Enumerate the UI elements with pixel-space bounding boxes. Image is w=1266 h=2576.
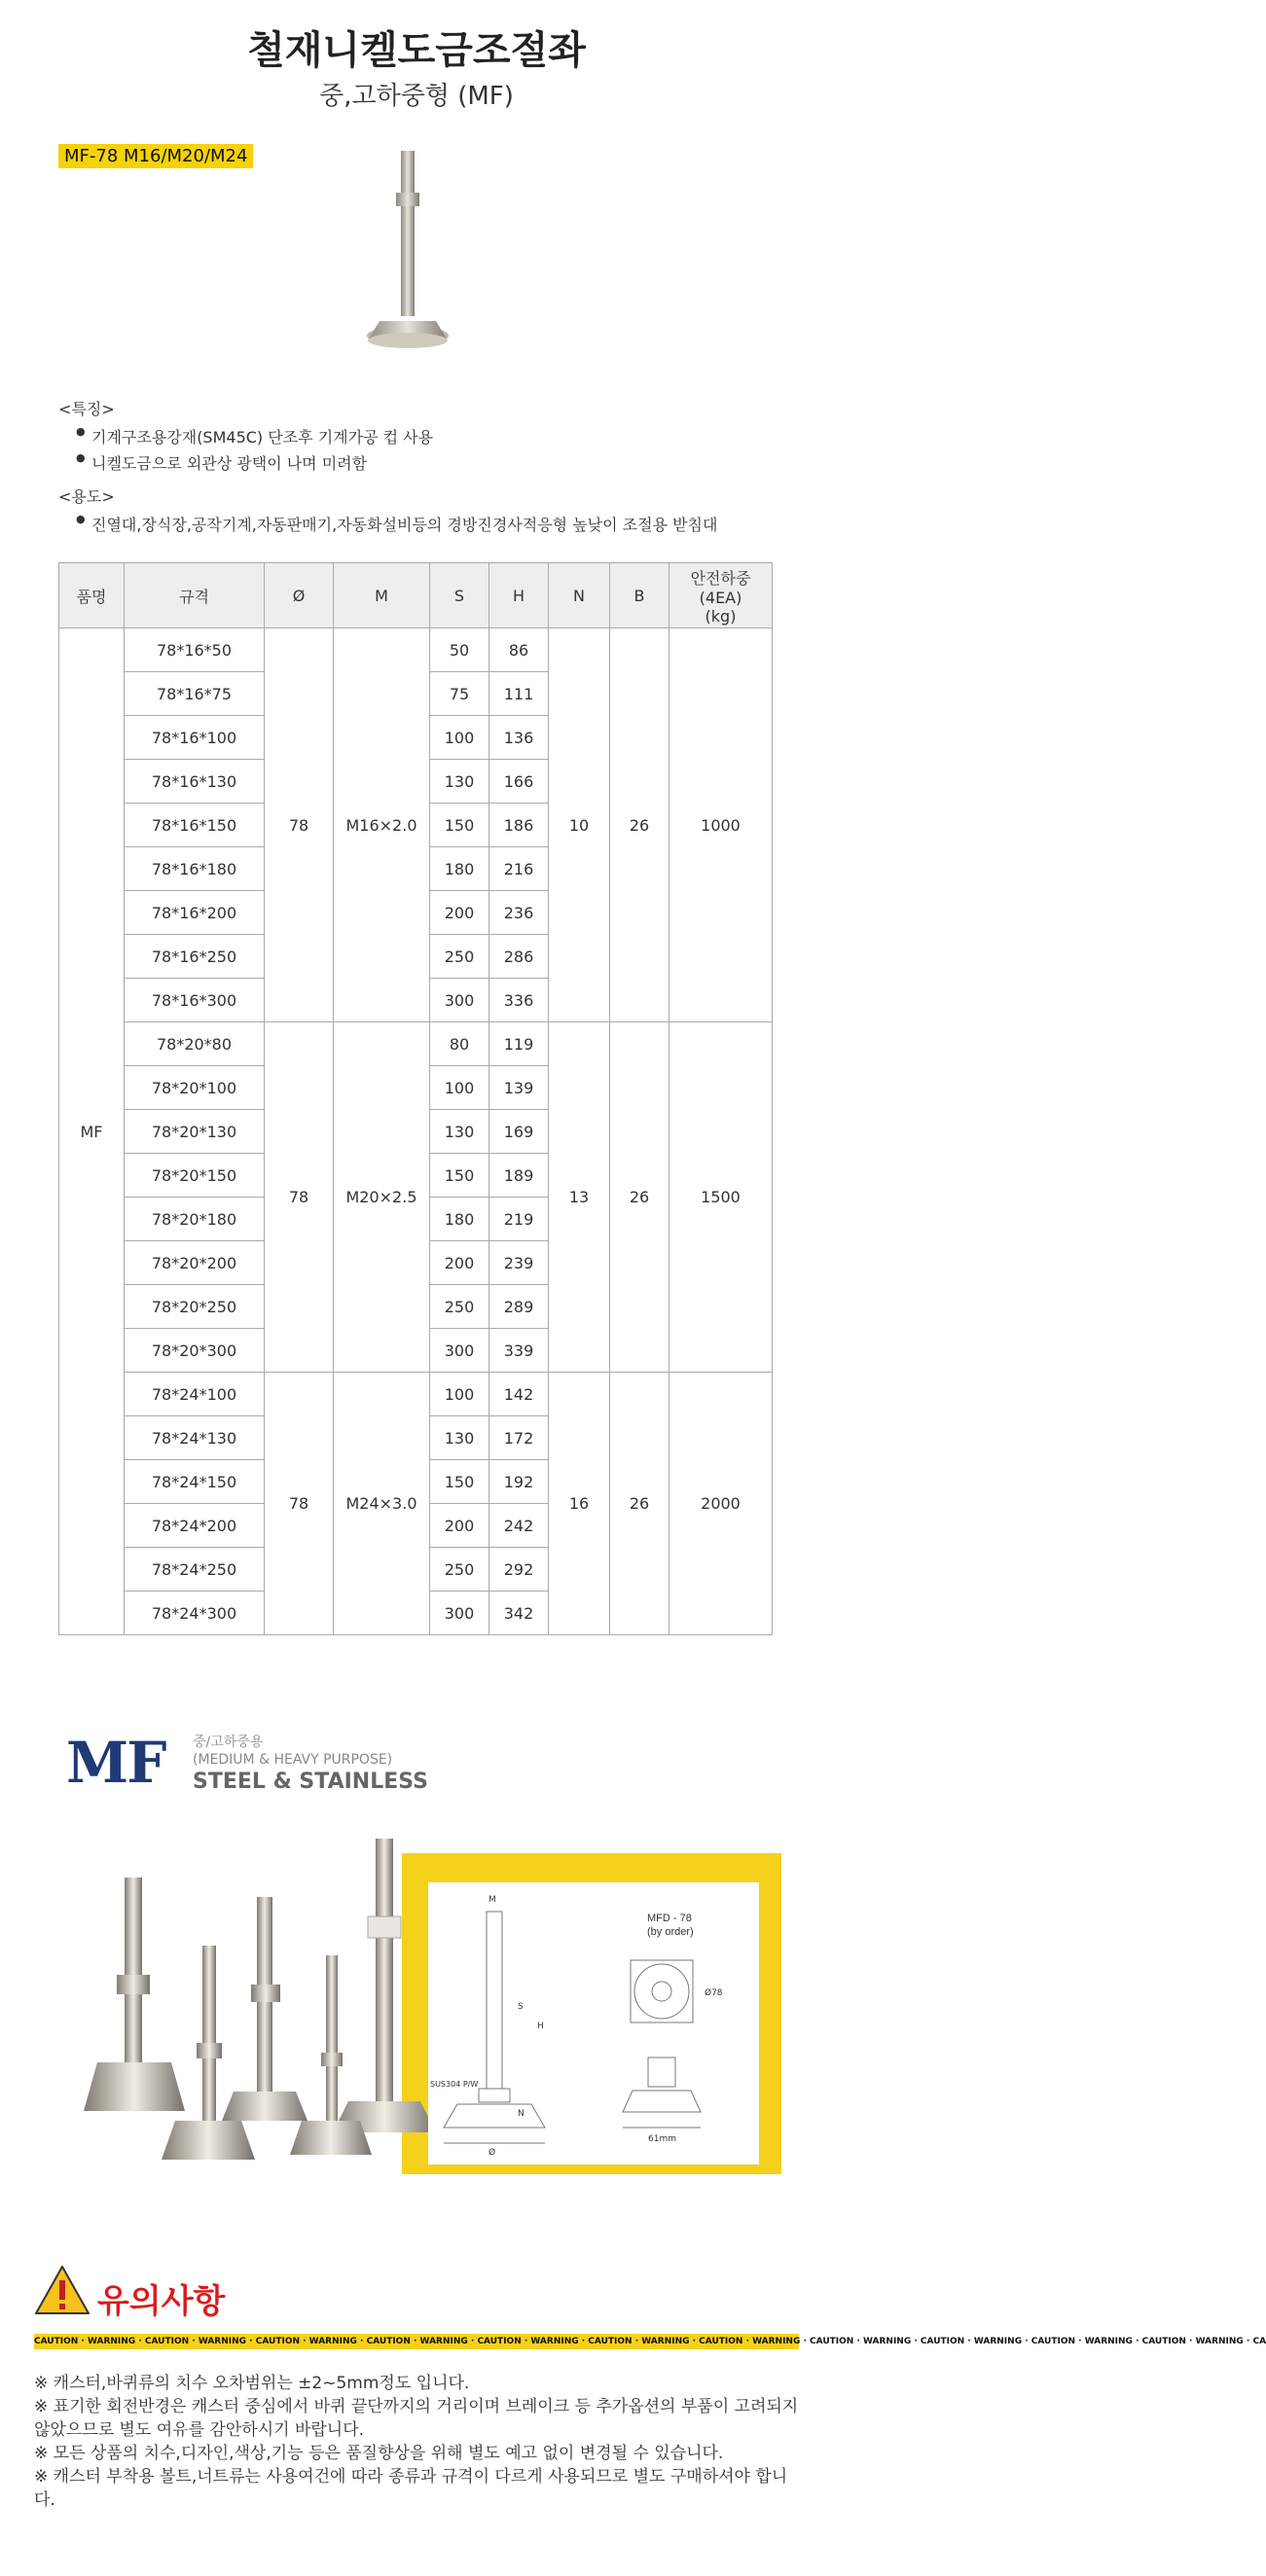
header-spec: 규격 xyxy=(125,563,265,628)
cell-s: 75 xyxy=(430,672,489,716)
cell-diameter: 78 xyxy=(265,1373,334,1635)
cell-diameter: 78 xyxy=(265,1022,334,1373)
cell-s: 300 xyxy=(430,979,489,1022)
warning-icon xyxy=(34,2265,90,2315)
usage-section xyxy=(58,484,717,539)
cell-h: 166 xyxy=(489,760,549,804)
cell-h: 219 xyxy=(489,1198,549,1241)
cell-b: 26 xyxy=(610,1373,669,1635)
spec-table xyxy=(58,562,773,1635)
cell-s: 130 xyxy=(430,1110,489,1154)
cell-spec: 78*24*200 xyxy=(125,1504,265,1548)
cell-spec: 78*16*100 xyxy=(125,716,265,760)
label-n: N xyxy=(518,2109,524,2119)
usage-heading: <용도> xyxy=(58,487,115,506)
cell-spec: 78*16*300 xyxy=(125,979,265,1022)
cell-spec: 78*24*150 xyxy=(125,1460,265,1504)
label-m: M xyxy=(488,1895,496,1905)
cell-spec: 78*24*130 xyxy=(125,1416,265,1460)
note-item: ※ 캐스터,바퀴류의 치수 오차범위는 ±2~5mm정도 입니다. xyxy=(34,2374,470,2393)
label-s: S xyxy=(518,2002,524,2012)
cell-h: 339 xyxy=(489,1329,549,1373)
cell-h: 239 xyxy=(489,1241,549,1285)
cell-h: 336 xyxy=(489,979,549,1022)
model-tag: MF-78 M16/M20/M24 xyxy=(58,144,253,168)
cell-n: 10 xyxy=(549,628,610,1022)
label-61mm: 61mm xyxy=(648,2134,676,2144)
features-section xyxy=(58,397,433,478)
brand-block xyxy=(66,1730,428,1796)
cell-spec: 78*16*180 xyxy=(125,847,265,891)
brand-logo: MF xyxy=(66,1730,165,1796)
label-sus: SUS304 P/W xyxy=(430,2080,479,2089)
cell-s: 300 xyxy=(430,1592,489,1635)
leveling-foot-photo xyxy=(350,146,467,370)
cell-s: 130 xyxy=(430,760,489,804)
cell-h: 242 xyxy=(489,1504,549,1548)
cell-h: 292 xyxy=(489,1548,549,1592)
cell-n: 16 xyxy=(549,1373,610,1635)
cell-s: 180 xyxy=(430,1198,489,1241)
table-row xyxy=(59,1373,773,1416)
cell-h: 111 xyxy=(489,672,549,716)
note-item: ※ 모든 상품의 치수,디자인,색상,기능 등은 품질향상을 위해 별도 예고 없이 변경될 수 있습니다. xyxy=(34,2444,724,2463)
cell-s: 130 xyxy=(430,1416,489,1460)
cell-h: 169 xyxy=(489,1110,549,1154)
cell-s: 180 xyxy=(430,847,489,891)
header-diameter: Ø xyxy=(265,563,334,628)
cell-s: 150 xyxy=(430,804,489,847)
header-h: H xyxy=(489,563,549,628)
page-subtitle: 중,고하중형 (MF) xyxy=(319,82,514,111)
usage-item: ● 진열대,장식장,공작기계,자동판매기,자동화설비등의 경방진경사적응형 높낮이 조절용 받침대 xyxy=(76,513,717,535)
cell-h: 236 xyxy=(489,891,549,935)
cell-h: 139 xyxy=(489,1066,549,1110)
cell-spec: 78*20*200 xyxy=(125,1241,265,1285)
brand-line-1: 중/고하중용 xyxy=(193,1735,264,1750)
cell-h: 342 xyxy=(489,1592,549,1635)
cell-h: 289 xyxy=(489,1285,549,1329)
brand-line-3: STEEL & STAINLESS xyxy=(193,1770,428,1794)
caution-notes xyxy=(34,2372,803,2512)
diagram-subtitle: (by order) xyxy=(647,1926,694,1938)
header-n: N xyxy=(549,563,610,628)
cell-safe-load: 1000 xyxy=(669,628,773,1022)
cell-spec: 78*20*80 xyxy=(125,1022,265,1066)
cell-s: 250 xyxy=(430,935,489,979)
cell-s: 250 xyxy=(430,1548,489,1592)
cell-safe-load: 2000 xyxy=(669,1373,773,1635)
cell-s: 150 xyxy=(430,1154,489,1198)
cell-s: 150 xyxy=(430,1460,489,1504)
cell-spec: 78*16*200 xyxy=(125,891,265,935)
cell-spec: 78*16*50 xyxy=(125,628,265,672)
cell-spec: 78*24*300 xyxy=(125,1592,265,1635)
cell-spec: 78*16*75 xyxy=(125,672,265,716)
brand-description xyxy=(193,1734,446,1796)
cell-s: 50 xyxy=(430,628,489,672)
brand-line-2: (MEDIUM & HEAVY PURPOSE) xyxy=(193,1752,393,1768)
cell-h: 86 xyxy=(489,628,549,672)
cell-s: 80 xyxy=(430,1022,489,1066)
cell-s: 200 xyxy=(430,1504,489,1548)
features-heading: <특징> xyxy=(58,400,115,418)
cell-diameter: 78 xyxy=(265,628,334,1022)
note-item: ※ 캐스터 부착용 볼트,너트류는 사용여건에 따라 종류과 규격이 다르게 사용되므로 별도 구매하셔야 합니다. xyxy=(34,2467,788,2510)
cell-m: M24×3.0 xyxy=(334,1373,430,1635)
cell-product: MF xyxy=(59,628,125,1635)
label-diameter: Ø xyxy=(488,2148,496,2158)
label-phi78: Ø78 xyxy=(705,1988,723,1998)
cell-b: 26 xyxy=(610,1022,669,1373)
header-b: B xyxy=(610,563,669,628)
cell-h: 136 xyxy=(489,716,549,760)
cell-h: 119 xyxy=(489,1022,549,1066)
cell-spec: 78*20*150 xyxy=(125,1154,265,1198)
cell-h: 216 xyxy=(489,847,549,891)
feature-item: ● 니켈도금으로 외관상 광택이 나며 미려함 xyxy=(76,451,433,474)
diagram-title: MFD - 78 xyxy=(647,1913,692,1924)
cell-spec: 78*16*150 xyxy=(125,804,265,847)
header-m: M xyxy=(334,563,430,628)
cell-h: 186 xyxy=(489,804,549,847)
cell-h: 286 xyxy=(489,935,549,979)
cell-spec: 78*16*250 xyxy=(125,935,265,979)
cell-s: 100 xyxy=(430,1066,489,1110)
cell-spec: 78*24*100 xyxy=(125,1373,265,1416)
caution-strip: CAUTION · WARNING · CAUTION · WARNING · CAUTION · WARNING · CAUTION · WARNING · CAUTION · WARNING · CAUTION · WARNING · CAUTION · WARNING · CAUTION · WARNING · CAUTION · WARNING · CAUTION · WARNING · CAUTION · WARNING · CA xyxy=(34,2334,799,2349)
cell-m: M16×2.0 xyxy=(334,628,430,1022)
cell-h: 192 xyxy=(489,1460,549,1504)
cell-spec: 78*20*100 xyxy=(125,1066,265,1110)
cell-b: 26 xyxy=(610,628,669,1022)
cell-m: M20×2.5 xyxy=(334,1022,430,1373)
header-s: S xyxy=(430,563,489,628)
cell-spec: 78*24*250 xyxy=(125,1548,265,1592)
note-item: ※ 표기한 회전반경은 캐스터 중심에서 바퀴 끝단까지의 거리이며 브레이크 등 추가옵션의 부품이 고려되지 않았으므로 별도 여유를 감안하시기 바랍니다. xyxy=(34,2397,799,2440)
table-row xyxy=(59,1022,773,1066)
cell-spec: 78*20*300 xyxy=(125,1329,265,1373)
cell-s: 200 xyxy=(430,891,489,935)
header-product: 품명 xyxy=(59,563,125,628)
feature-item: ● 기계구조용강재(SM45C) 단조후 기계가공 컵 사용 xyxy=(76,425,433,447)
cell-s: 100 xyxy=(430,1373,489,1416)
cell-s: 250 xyxy=(430,1285,489,1329)
dimension-diagram xyxy=(428,1882,759,2165)
cell-s: 200 xyxy=(430,1241,489,1285)
page-title: 철재니켈도금조절좌 xyxy=(247,28,586,73)
cell-h: 189 xyxy=(489,1154,549,1198)
cell-safe-load: 1500 xyxy=(669,1022,773,1373)
cell-spec: 78*20*250 xyxy=(125,1285,265,1329)
caution-title: 유의사항 xyxy=(97,2282,226,2321)
cell-spec: 78*20*180 xyxy=(125,1198,265,1241)
cell-s: 300 xyxy=(430,1329,489,1373)
cell-spec: 78*16*130 xyxy=(125,760,265,804)
cell-h: 142 xyxy=(489,1373,549,1416)
header-safe-load: 안전하중 (4EA) (kg) xyxy=(669,563,773,628)
cell-s: 100 xyxy=(430,716,489,760)
cell-spec: 78*20*130 xyxy=(125,1110,265,1154)
cell-h: 172 xyxy=(489,1416,549,1460)
label-h: H xyxy=(537,2021,544,2031)
cell-n: 13 xyxy=(549,1022,610,1373)
table-header-row xyxy=(59,563,773,628)
table-row xyxy=(59,628,773,672)
